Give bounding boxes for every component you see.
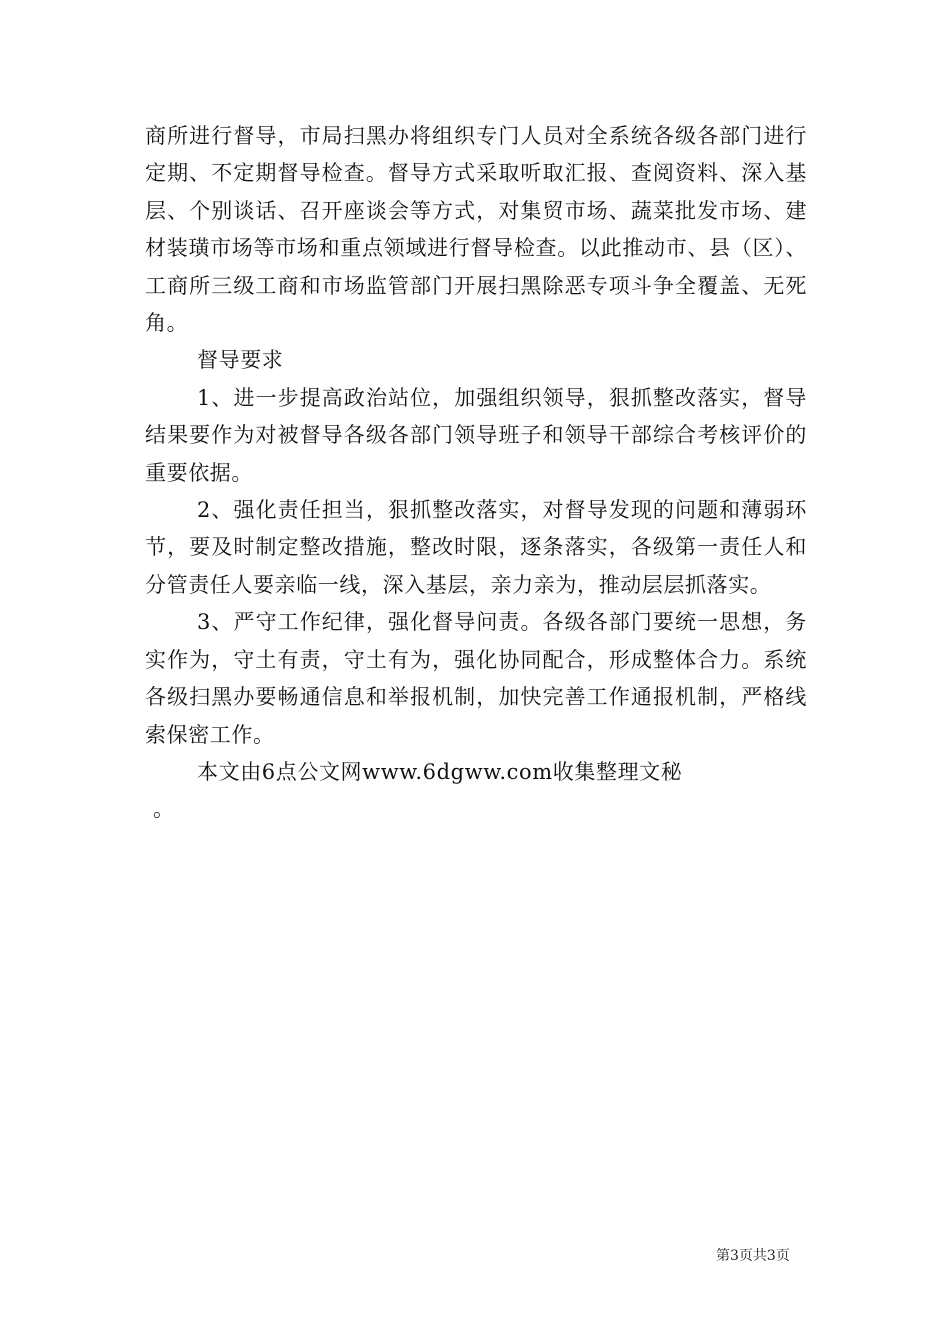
section-heading: 督导要求: [197, 348, 284, 373]
requirement-item-1: 1、进一步提高政治站位，加强组织领导，狠抓整改落实，督导结果要作为对被督导各级各部门领导班子和领导干部综合考核评价的重要依据。: [145, 385, 807, 485]
trailing-punctuation: 。: [153, 797, 174, 822]
requirement-item-3: 3、严守工作纪律，强化督导问责。各级各部门要统一思想，务实作为，守土有责，守土有为，强化协同配合，形成整体合力。系统各级扫黑办要畅通信息和举报机制，加快完善工作通报机制，严格线索保密工作。: [145, 610, 807, 747]
requirement-item-2: 2、强化责任担当，狠抓整改落实，对督导发现的问题和薄弱环节，要及时制定整改措施，整改时限，逐条落实，各级第一责任人和分管责任人要亲临一线，深入基层，亲力亲为，推动层层抓落实。: [145, 498, 807, 597]
paragraph-continuation: 商所进行督导，市局扫黑办将组织专门人员对全系统各级各部门进行定期、不定期督导检查。督导方式采取听取汇报、查阅资料、深入基层、个别谈话、召开座谈会等方式，对集贸市场、蔬菜批发市场、建材装璜市场等市场和重点领域进行督导检查。以此推动市、县（区）、工商所三级工商和市场监管部门开展扫黑除恶专项斗争全覆盖、无死角。: [145, 124, 807, 336]
page-number-footer: 第3页共3页: [716, 1248, 790, 1264]
source-note: 本文由6点公文网www.6dgww.com收集整理文秘: [197, 759, 683, 784]
document-body: [145, 118, 807, 829]
